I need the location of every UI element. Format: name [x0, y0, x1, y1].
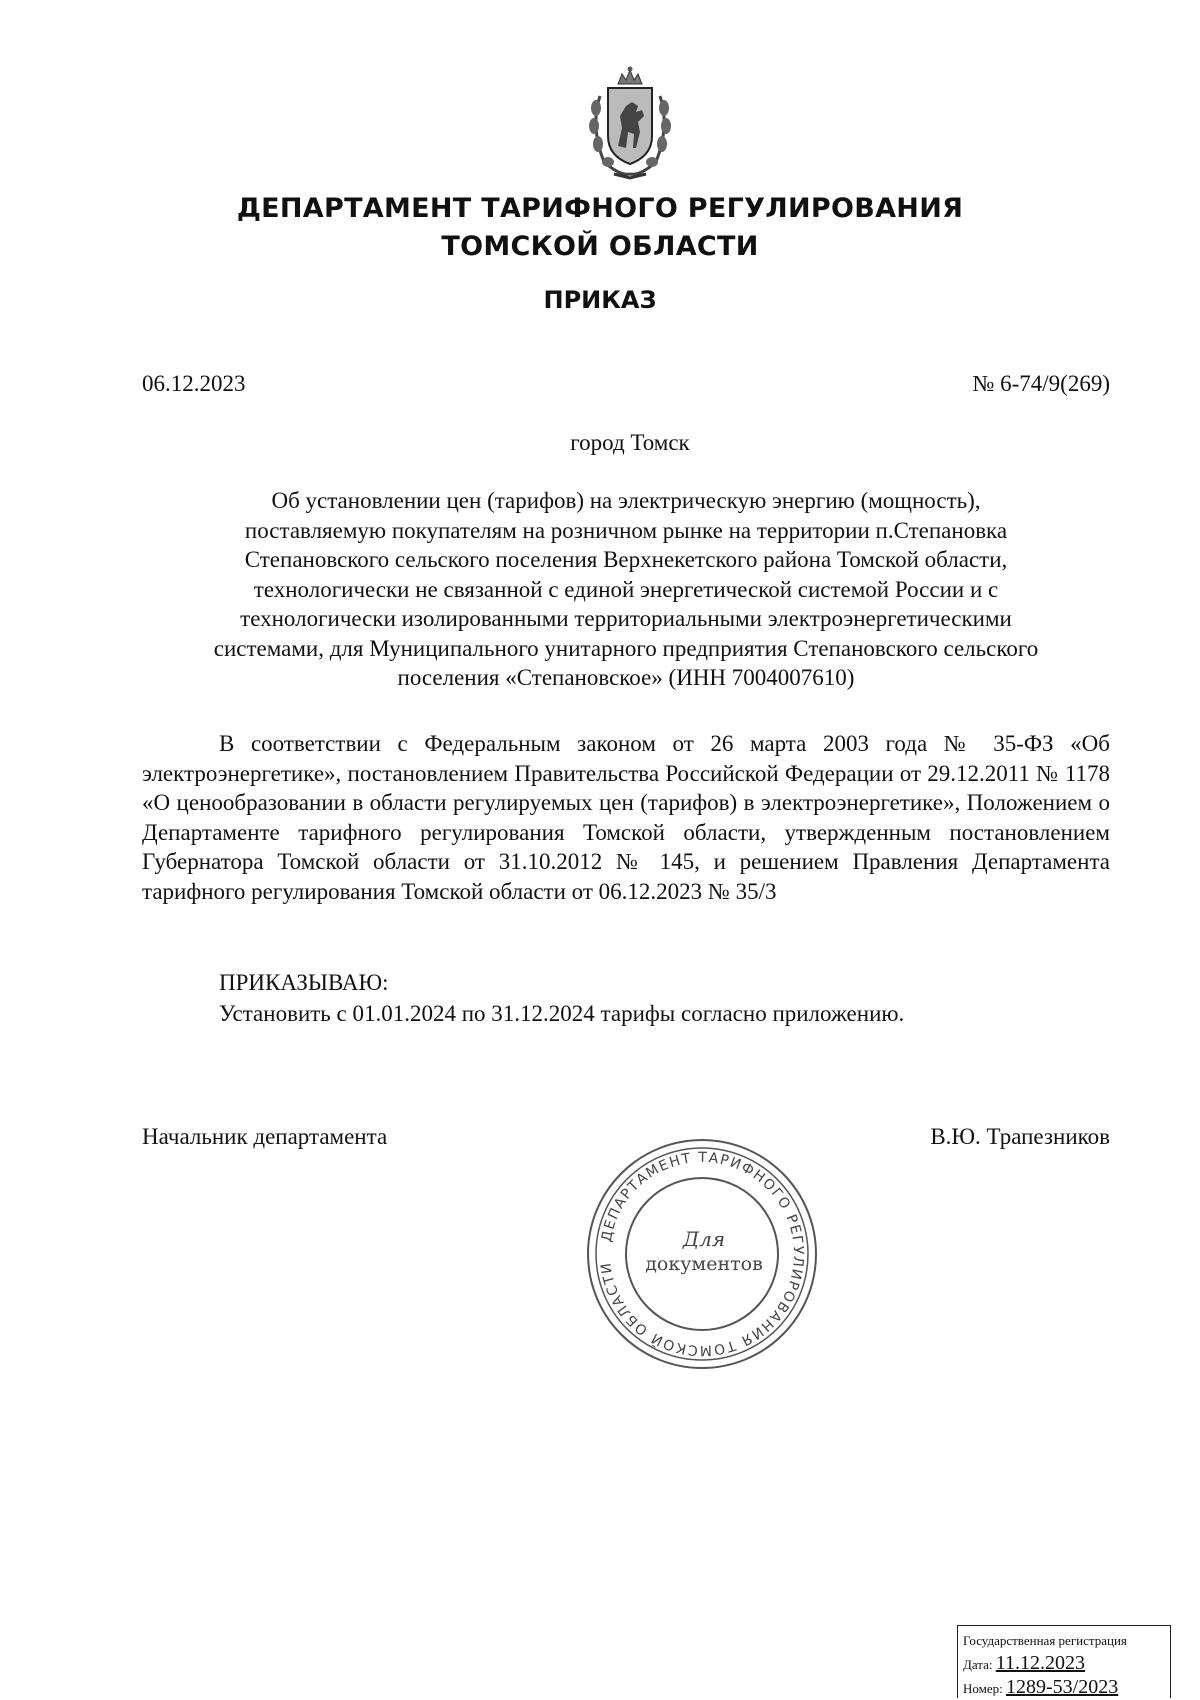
order-directive-word: ПРИКАЗЫВАЮ:	[219, 970, 389, 995]
order-city: город Томск	[570, 430, 690, 455]
registration-date-row	[963, 1652, 1165, 1676]
title-line: технологически изолированными территориальными электроэнергетическими	[240, 606, 1012, 631]
document-type: ПРИКАЗ	[543, 286, 657, 314]
org-line-2: ТОМСКОЙ ОБЛАСТИ	[441, 231, 759, 262]
registration-number-row	[963, 1676, 1165, 1700]
official-stamp	[582, 1134, 822, 1374]
signer-position: Начальник департамента	[142, 1124, 388, 1149]
registration-heading: Государственная регистрация	[963, 1633, 1127, 1648]
registration-number-value: 1289-53/2023	[1006, 1676, 1119, 1698]
registration-date-value: 11.12.2023	[995, 1652, 1086, 1674]
order-directive-text: Установить с 01.01.2024 по 31.12.2024 тарифы согласно приложению.	[219, 1001, 905, 1026]
registration-date-label: Дата:	[963, 1657, 993, 1672]
stamp-ring-text: ДЕПАРТАМЕНТ ТАРИФНОГО РЕГУЛИРОВАНИЯ ТОМСКОЙ ОБЛАСТИ	[598, 1149, 807, 1359]
preamble-paragraph: В соответствии с Федеральным законом от 26 марта 2003 года № 35-ФЗ «Об электроэнергетике», постановлением Правительства Российской Федерации от 29.12.2011 № 1178 «О ценообразовании в области регулируемых цен (тарифов) в электроэнергетике», Положением о Департаменте тарифного регулирования Томской области, утвержденным постановлением Губернатора Томской области от 31.10.2012 № 145, и решением Правления Департамента тарифного регулирования Томской области от 06.12.2023 № 35/3	[142, 731, 1110, 904]
signer-name: В.Ю. Трапезников	[930, 1124, 1110, 1149]
stamp-center-line-1: Для	[682, 1227, 726, 1251]
title-line: поселения «Степановское» (ИНН 7004007610)	[397, 665, 855, 690]
title-line: технологически не связанной с единой энергетической системой России и с	[253, 576, 999, 602]
order-title	[142, 486, 1110, 693]
registration-number-label: Номер:	[963, 1681, 1003, 1696]
order-number: № 6-74/9(269)	[972, 371, 1110, 396]
title-line: Степановского сельского поселения Верхнекетского района Томской области,	[244, 547, 1008, 572]
coat-of-arms-icon	[570, 66, 690, 184]
title-line: поставляемую покупателям на розничном рынке на территории п.Степановка	[244, 517, 1008, 543]
organization-name	[0, 190, 1200, 266]
org-line-1: ДЕПАРТАМЕНТ ТАРИФНОГО РЕГУЛИРОВАНИЯ	[236, 193, 964, 224]
title-line: системами, для Муниципального унитарного предприятия Степановского сельского	[213, 635, 1039, 661]
order-date: 06.12.2023	[142, 371, 246, 396]
registration-box	[957, 1625, 1171, 1698]
stamp-center-line-2: документов	[645, 1253, 763, 1275]
title-line: Об установлении цен (тарифов) на электрическую энергию (мощность),	[271, 488, 981, 513]
